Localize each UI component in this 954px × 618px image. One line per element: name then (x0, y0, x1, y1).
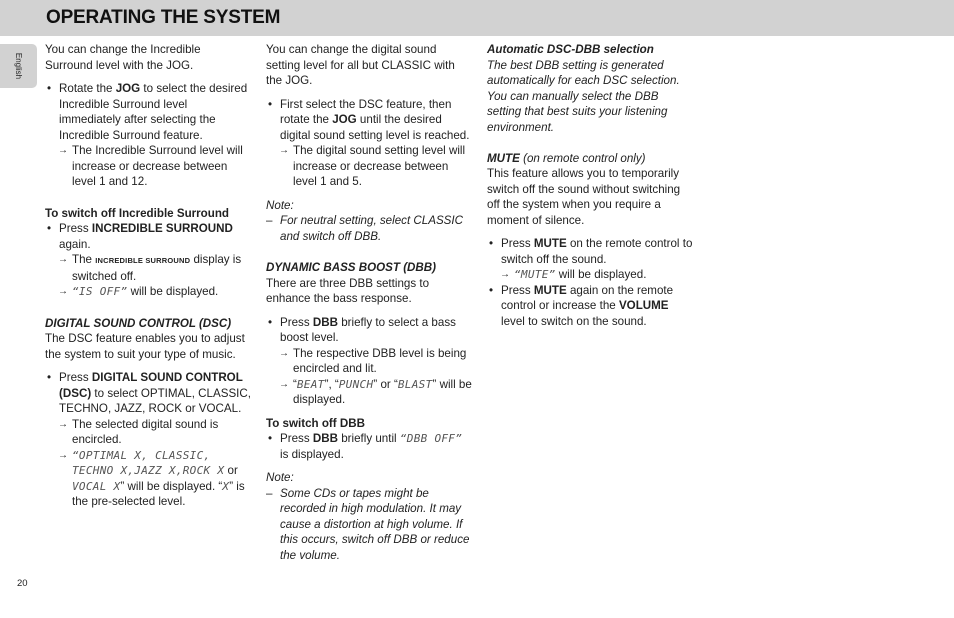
bullet-item: • Press DBB briefly to select a bass boost level. (266, 315, 472, 346)
arrow-result: → The digital sound setting level will increase or decrease between level 1 and 5. (266, 143, 472, 190)
section-heading: Automatic DSC-DBB selection (487, 43, 654, 56)
arrow-result: → “MUTE” will be displayed. (487, 267, 693, 283)
bullet-item: • Rotate the JOG to select the desired Incredible Surround level immediately after selecting the Incredible Surround feature. (45, 81, 251, 143)
page-number: 20 (17, 578, 28, 589)
page-title: OPERATING THE SYSTEM (46, 7, 281, 28)
arrow-result: → “IS OFF” will be displayed. (45, 284, 251, 300)
arrow-result: → “BEAT”, “PUNCH” or “BLAST” will be displayed. (266, 377, 472, 408)
bullet-item: • First select the DSC feature, then rotate the JOG until the desired digital sound setting level is reached. (266, 97, 472, 144)
arrow-result: → The INCREDIBLE SURROUND display is switched off. (45, 252, 251, 284)
paragraph: You can change the digital sound setting level for all but CLASSIC with the JOG. (266, 43, 455, 87)
note-label: Note: (266, 471, 294, 484)
paragraph: You can change the Incredible Surround level with the JOG. (45, 43, 201, 72)
bullet-item: • Press MUTE on the remote control to switch off the sound. (487, 236, 693, 267)
subheading: To switch off Incredible Surround (45, 206, 229, 220)
subheading: To switch off DBB (266, 416, 365, 430)
bullet-item: • Press DIGITAL SOUND CONTROL (DSC) to select OPTIMAL, CLASSIC, TECHNO, JAZZ, ROCK or VOCAL. (45, 370, 251, 417)
arrow-result: → The selected digital sound is encircled. (45, 417, 251, 448)
note-label: Note: (266, 198, 294, 212)
section-heading: MUTE (on remote control only) (487, 151, 646, 165)
column-2 (266, 42, 472, 563)
arrow-result: → The Incredible Surround level will increase or decrease between level 1 and 12. (45, 143, 251, 190)
column-3 (487, 42, 693, 329)
section-heading: DYNAMIC BASS BOOST (DBB) (266, 261, 437, 274)
paragraph: There are three DBB settings to enhance the bass response. (266, 276, 430, 305)
bullet-item: • Press MUTE again on the remote control or increase the VOLUME level to switch on the sound. (487, 283, 693, 330)
arrow-result: → The respective DBB level is being encircled and lit. (266, 346, 472, 377)
language-label: English (14, 52, 23, 80)
bullet-item: • Press DBB briefly until “DBB OFF” is displayed. (266, 431, 472, 462)
note-text: – For neutral setting, select CLASSIC and switch off DBB. (266, 213, 472, 244)
paragraph: The DSC feature enables you to adjust the system to suit your type of music. (45, 332, 245, 361)
arrow-result: → “OPTIMAL X, CLASSIC, TECHNO X,JAZZ X,ROCK X or VOCAL X” will be displayed. “X” is the pre-selected level. (45, 448, 251, 510)
paragraph: The best DBB setting is generated automatically for each DSC selection. You can manually select the DBB setting that best suits your listening environment. (487, 58, 680, 134)
column-1 (45, 42, 251, 510)
bullet-item: • Press INCREDIBLE SURROUND again. (45, 221, 251, 252)
section-heading: DIGITAL SOUND CONTROL (DSC) (45, 316, 232, 330)
note-text: – Some CDs or tapes might be recorded in high modulation. It may cause a distortion at high volume. If this occurs, switch off DBB or reduce the volume. (266, 486, 472, 564)
paragraph: This feature allows you to temporarily switch off the sound without switching off the system when you require a moment of silence. (487, 167, 681, 227)
